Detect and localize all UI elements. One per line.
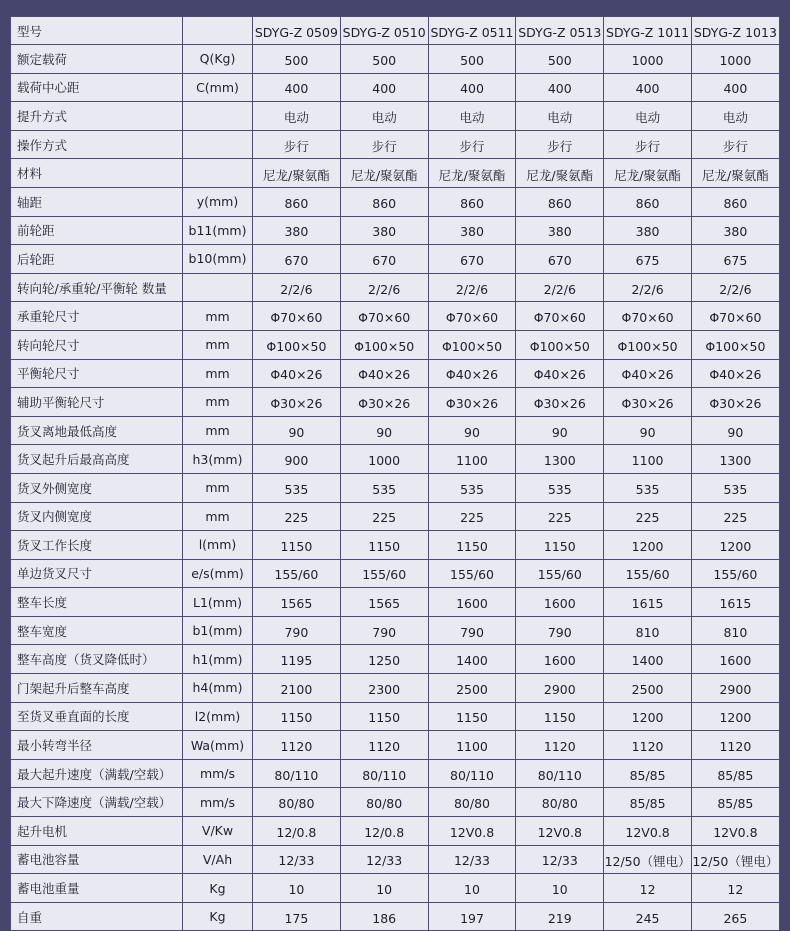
spec-value: 265: [691, 902, 779, 931]
spec-value: 175: [253, 902, 341, 931]
table-row: [11, 302, 780, 331]
spec-value: 670: [340, 245, 428, 274]
spec-value: 1615: [604, 588, 692, 617]
spec-value: 155/60: [691, 559, 779, 588]
spec-value: 尼龙/聚氨酯: [604, 159, 692, 188]
spec-value: 1150: [428, 531, 516, 560]
spec-value: 225: [516, 502, 604, 531]
row-unit: mm: [183, 330, 253, 359]
row-unit: Kg: [183, 902, 253, 931]
spec-value: 535: [516, 473, 604, 502]
spec-value: 85/85: [691, 759, 779, 788]
spec-value: 12/33: [428, 845, 516, 874]
row-label: 起升电机: [11, 817, 183, 846]
spec-value: 2/2/6: [340, 273, 428, 302]
spec-value: 12V0.8: [604, 817, 692, 846]
spec-value: 2/2/6: [691, 273, 779, 302]
table-row: [11, 759, 780, 788]
spec-value: 245: [604, 902, 692, 931]
spec-value: 2900: [691, 674, 779, 703]
spec-value: Φ30×26: [340, 388, 428, 417]
spec-value: 535: [340, 473, 428, 502]
spec-value: 1300: [691, 445, 779, 474]
spec-value: 12/0.8: [340, 817, 428, 846]
spec-value: 500: [516, 45, 604, 74]
spec-value: 步行: [604, 130, 692, 159]
spec-value: 380: [604, 216, 692, 245]
row-unit: Q(Kg): [183, 45, 253, 74]
row-label: 前轮距: [11, 216, 183, 245]
spec-value: 1600: [516, 588, 604, 617]
spec-value: 675: [604, 245, 692, 274]
table-row: [11, 359, 780, 388]
row-label: 蓄电池容量: [11, 845, 183, 874]
table-row: [11, 473, 780, 502]
row-unit: L1(mm): [183, 588, 253, 617]
table-row: [11, 674, 780, 703]
spec-value: 225: [428, 502, 516, 531]
spec-value: 1150: [340, 702, 428, 731]
row-unit: Kg: [183, 874, 253, 903]
row-label: 后轮距: [11, 245, 183, 274]
spec-table: [10, 16, 780, 931]
spec-value: 2/2/6: [604, 273, 692, 302]
spec-value: 860: [340, 187, 428, 216]
model-header: SDYG-Z 0510: [340, 17, 428, 45]
spec-value: 197: [428, 902, 516, 931]
spec-value: 12: [604, 874, 692, 903]
row-label: 最小转弯半径: [11, 731, 183, 760]
table-row: [11, 817, 780, 846]
row-label: 自重: [11, 902, 183, 931]
spec-value: 90: [516, 416, 604, 445]
spec-value: 1000: [604, 45, 692, 74]
spec-value: 155/60: [253, 559, 341, 588]
row-label: 整车高度（货叉降低时）: [11, 645, 183, 674]
spec-value: Φ40×26: [428, 359, 516, 388]
row-label: 货叉内侧宽度: [11, 502, 183, 531]
spec-value: 12V0.8: [428, 817, 516, 846]
spec-value: 12/0.8: [253, 817, 341, 846]
spec-value: 790: [516, 616, 604, 645]
table-row: [11, 388, 780, 417]
spec-value: 12: [691, 874, 779, 903]
spec-value: 1400: [428, 645, 516, 674]
spec-value: Φ70×60: [516, 302, 604, 331]
spec-value: 790: [340, 616, 428, 645]
row-unit: [183, 273, 253, 302]
spec-value: 80/80: [516, 788, 604, 817]
spec-value: 380: [428, 216, 516, 245]
spec-value: 1250: [340, 645, 428, 674]
row-label: 货叉外侧宽度: [11, 473, 183, 502]
spec-value: 2/2/6: [253, 273, 341, 302]
row-unit: mm/s: [183, 759, 253, 788]
spec-value: 85/85: [604, 788, 692, 817]
spec-value: 12/50（锂电）: [604, 845, 692, 874]
row-unit: l2(mm): [183, 702, 253, 731]
spec-value: 380: [516, 216, 604, 245]
spec-value: 2500: [604, 674, 692, 703]
table-row: [11, 531, 780, 560]
spec-value: 155/60: [604, 559, 692, 588]
spec-value: Φ70×60: [604, 302, 692, 331]
spec-value: 1400: [604, 645, 692, 674]
row-unit: b10(mm): [183, 245, 253, 274]
row-label: 货叉起升后最高高度: [11, 445, 183, 474]
table-row: [11, 416, 780, 445]
spec-value: 步行: [253, 130, 341, 159]
row-unit: mm: [183, 388, 253, 417]
header-label: 型号: [11, 17, 183, 45]
row-label: 最大下降速度（满载/空载）: [11, 788, 183, 817]
table-row: [11, 588, 780, 617]
spec-value: 1100: [604, 445, 692, 474]
row-label: 材料: [11, 159, 183, 188]
spec-value: Φ40×26: [253, 359, 341, 388]
spec-value: 12V0.8: [516, 817, 604, 846]
row-unit: mm: [183, 502, 253, 531]
row-label: 平衡轮尺寸: [11, 359, 183, 388]
spec-value: 1100: [428, 445, 516, 474]
table-row: [11, 616, 780, 645]
spec-value: 步行: [691, 130, 779, 159]
spec-value: 1000: [691, 45, 779, 74]
spec-value: 80/110: [428, 759, 516, 788]
row-label: 提升方式: [11, 102, 183, 131]
row-label: 轴距: [11, 187, 183, 216]
spec-value: 1150: [516, 531, 604, 560]
spec-value: 90: [428, 416, 516, 445]
row-unit: mm: [183, 416, 253, 445]
spec-value: 860: [428, 187, 516, 216]
spec-value: 500: [428, 45, 516, 74]
row-unit: Wa(mm): [183, 731, 253, 760]
row-unit: [183, 130, 253, 159]
spec-value: 1150: [253, 531, 341, 560]
spec-value: 90: [691, 416, 779, 445]
row-unit: h1(mm): [183, 645, 253, 674]
spec-value: 电动: [340, 102, 428, 131]
spec-value: 225: [604, 502, 692, 531]
row-label: 整车长度: [11, 588, 183, 617]
row-label: 货叉工作长度: [11, 531, 183, 560]
row-unit: [183, 102, 253, 131]
spec-value: 810: [691, 616, 779, 645]
spec-value: Φ100×50: [516, 330, 604, 359]
spec-value: 1120: [691, 731, 779, 760]
table-row: [11, 874, 780, 903]
spec-value: 尼龙/聚氨酯: [340, 159, 428, 188]
spec-value: 400: [516, 73, 604, 102]
table-row: [11, 159, 780, 188]
spec-value: Φ30×26: [253, 388, 341, 417]
row-unit: y(mm): [183, 187, 253, 216]
table-row: [11, 902, 780, 931]
spec-value: 1120: [604, 731, 692, 760]
spec-value: 1615: [691, 588, 779, 617]
spec-value: 2300: [340, 674, 428, 703]
spec-value: 电动: [253, 102, 341, 131]
spec-value: 225: [340, 502, 428, 531]
row-unit: b11(mm): [183, 216, 253, 245]
row-label: 整车宽度: [11, 616, 183, 645]
spec-value: 380: [340, 216, 428, 245]
spec-value: Φ40×26: [340, 359, 428, 388]
model-header: SDYG-Z 0513: [516, 17, 604, 45]
spec-value: 860: [691, 187, 779, 216]
spec-value: 步行: [428, 130, 516, 159]
spec-value: 12/33: [253, 845, 341, 874]
spec-value: 1150: [340, 531, 428, 560]
spec-value: 1000: [340, 445, 428, 474]
row-unit: l(mm): [183, 531, 253, 560]
spec-value: 810: [604, 616, 692, 645]
spec-value: 电动: [516, 102, 604, 131]
spec-value: 步行: [340, 130, 428, 159]
row-unit: h3(mm): [183, 445, 253, 474]
model-header: SDYG-Z 0511: [428, 17, 516, 45]
row-unit: mm: [183, 473, 253, 502]
spec-value: 2500: [428, 674, 516, 703]
spec-value: 1200: [691, 702, 779, 731]
spec-value: 2900: [516, 674, 604, 703]
spec-value: 2100: [253, 674, 341, 703]
spec-value: 80/110: [253, 759, 341, 788]
spec-value: 尼龙/聚氨酯: [253, 159, 341, 188]
spec-value: 860: [516, 187, 604, 216]
row-label: 蓄电池重量: [11, 874, 183, 903]
spec-value: 860: [253, 187, 341, 216]
row-unit: [183, 159, 253, 188]
row-unit: h4(mm): [183, 674, 253, 703]
spec-value: Φ30×26: [516, 388, 604, 417]
spec-value: 90: [340, 416, 428, 445]
spec-value: 步行: [516, 130, 604, 159]
table-row: [11, 330, 780, 359]
spec-value: 电动: [691, 102, 779, 131]
spec-value: Φ70×60: [691, 302, 779, 331]
spec-value: Φ100×50: [691, 330, 779, 359]
row-label: 最大起升速度（满载/空载）: [11, 759, 183, 788]
spec-value: 1600: [428, 588, 516, 617]
spec-value: 12/33: [340, 845, 428, 874]
spec-value: 80/80: [253, 788, 341, 817]
table-row: [11, 731, 780, 760]
table-row: [11, 845, 780, 874]
spec-value: 186: [340, 902, 428, 931]
row-unit: mm: [183, 359, 253, 388]
spec-value: 535: [691, 473, 779, 502]
table-row: [11, 645, 780, 674]
spec-value: 400: [428, 73, 516, 102]
row-unit: mm/s: [183, 788, 253, 817]
spec-value: 155/60: [516, 559, 604, 588]
spec-value: 535: [253, 473, 341, 502]
table-row: [11, 216, 780, 245]
spec-value: 10: [428, 874, 516, 903]
spec-value: 10: [253, 874, 341, 903]
spec-value: 380: [253, 216, 341, 245]
spec-value: 尼龙/聚氨酯: [516, 159, 604, 188]
spec-value: 670: [253, 245, 341, 274]
table-row: [11, 187, 780, 216]
spec-value: 10: [340, 874, 428, 903]
row-unit: mm: [183, 302, 253, 331]
spec-value: Φ30×26: [428, 388, 516, 417]
spec-value: 90: [604, 416, 692, 445]
spec-value: Φ100×50: [340, 330, 428, 359]
spec-value: 1120: [253, 731, 341, 760]
spec-value: 1565: [253, 588, 341, 617]
spec-value: 1200: [604, 531, 692, 560]
spec-value: 1600: [516, 645, 604, 674]
spec-value: 1600: [691, 645, 779, 674]
spec-value: Φ70×60: [253, 302, 341, 331]
spec-value: 12/50（锂电）: [691, 845, 779, 874]
table-row: [11, 73, 780, 102]
spec-value: 535: [604, 473, 692, 502]
table-row: [11, 788, 780, 817]
model-header: SDYG-Z 0509: [253, 17, 341, 45]
spec-value: 670: [516, 245, 604, 274]
spec-value: 12V0.8: [691, 817, 779, 846]
spec-value: 790: [428, 616, 516, 645]
row-label: 转向轮尺寸: [11, 330, 183, 359]
spec-value: 535: [428, 473, 516, 502]
spec-value: Φ70×60: [340, 302, 428, 331]
spec-value: 1120: [516, 731, 604, 760]
spec-value: 1150: [428, 702, 516, 731]
spec-value: Φ70×60: [428, 302, 516, 331]
row-unit: C(mm): [183, 73, 253, 102]
model-header: SDYG-Z 1013: [691, 17, 779, 45]
spec-value: 400: [340, 73, 428, 102]
spec-value: 85/85: [691, 788, 779, 817]
spec-value: 85/85: [604, 759, 692, 788]
table-row: [11, 45, 780, 74]
spec-value: 1200: [604, 702, 692, 731]
spec-value: Φ40×26: [516, 359, 604, 388]
table-row: [11, 702, 780, 731]
row-label: 额定载荷: [11, 45, 183, 74]
spec-value: 电动: [604, 102, 692, 131]
spec-value: Φ100×50: [428, 330, 516, 359]
spec-value: 500: [253, 45, 341, 74]
spec-value: Φ40×26: [691, 359, 779, 388]
table-row: [11, 130, 780, 159]
table-row: [11, 245, 780, 274]
row-label: 辅助平衡轮尺寸: [11, 388, 183, 417]
spec-value: 80/80: [428, 788, 516, 817]
row-label: 操作方式: [11, 130, 183, 159]
spec-value: 80/110: [340, 759, 428, 788]
spec-value: 670: [428, 245, 516, 274]
row-unit: b1(mm): [183, 616, 253, 645]
spec-value: Φ30×26: [691, 388, 779, 417]
spec-value: 尼龙/聚氨酯: [691, 159, 779, 188]
spec-value: 1300: [516, 445, 604, 474]
spec-value: 400: [691, 73, 779, 102]
spec-value: 860: [604, 187, 692, 216]
header-unit: [183, 17, 253, 45]
spec-value: Φ30×26: [604, 388, 692, 417]
row-label: 至货叉垂直面的长度: [11, 702, 183, 731]
spec-value: 219: [516, 902, 604, 931]
spec-value: 1100: [428, 731, 516, 760]
spec-value: 1150: [516, 702, 604, 731]
spec-value: 155/60: [340, 559, 428, 588]
row-unit: V/Ah: [183, 845, 253, 874]
row-label: 门架起升后整车高度: [11, 674, 183, 703]
spec-value: 1565: [340, 588, 428, 617]
spec-value: 380: [691, 216, 779, 245]
spec-value: 2/2/6: [428, 273, 516, 302]
spec-value: 1195: [253, 645, 341, 674]
table-row: [11, 502, 780, 531]
header-row: [11, 17, 780, 45]
spec-value: 500: [340, 45, 428, 74]
spec-value: 电动: [428, 102, 516, 131]
row-label: 货叉离地最低高度: [11, 416, 183, 445]
spec-value: 225: [691, 502, 779, 531]
spec-value: 12/33: [516, 845, 604, 874]
spec-value: 1120: [340, 731, 428, 760]
spec-value: 155/60: [428, 559, 516, 588]
spec-value: 900: [253, 445, 341, 474]
spec-value: 90: [253, 416, 341, 445]
spec-value: 1150: [253, 702, 341, 731]
spec-value: Φ40×26: [604, 359, 692, 388]
spec-value: Φ100×50: [253, 330, 341, 359]
spec-value: 80/80: [340, 788, 428, 817]
spec-value: 2/2/6: [516, 273, 604, 302]
spec-value: 400: [253, 73, 341, 102]
spec-value: 尼龙/聚氨酯: [428, 159, 516, 188]
row-label: 承重轮尺寸: [11, 302, 183, 331]
spec-value: 1200: [691, 531, 779, 560]
spec-value: 790: [253, 616, 341, 645]
table-row: [11, 273, 780, 302]
spec-value: 225: [253, 502, 341, 531]
spec-value: Φ100×50: [604, 330, 692, 359]
row-unit: V/Kw: [183, 817, 253, 846]
spec-value: 10: [516, 874, 604, 903]
table-row: [11, 102, 780, 131]
table-row: [11, 445, 780, 474]
spec-value: 400: [604, 73, 692, 102]
row-unit: e/s(mm): [183, 559, 253, 588]
spec-value: 675: [691, 245, 779, 274]
spec-value: 80/110: [516, 759, 604, 788]
row-label: 单边货叉尺寸: [11, 559, 183, 588]
row-label: 载荷中心距: [11, 73, 183, 102]
model-header: SDYG-Z 1011: [604, 17, 692, 45]
row-label: 转向轮/承重轮/平衡轮 数量: [11, 273, 183, 302]
table-row: [11, 559, 780, 588]
